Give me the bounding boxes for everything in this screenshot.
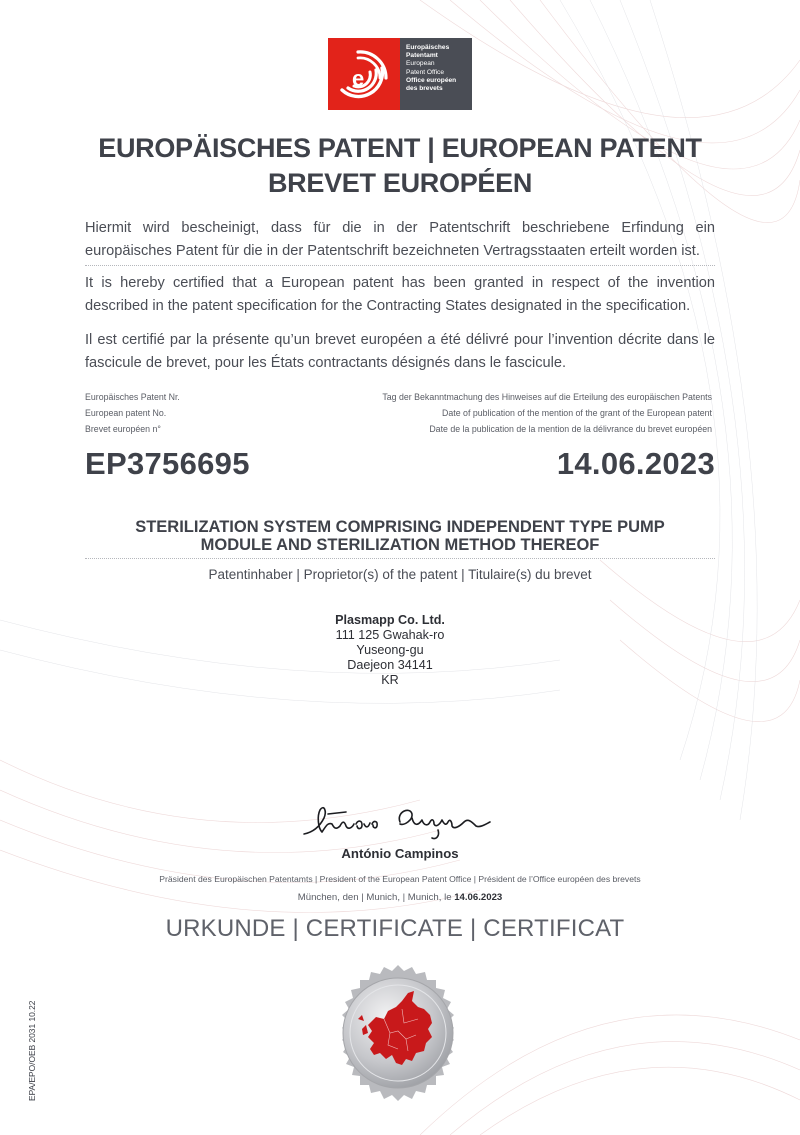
svg-text:e: e bbox=[352, 66, 365, 91]
form-code: EPA/EPO/OEB 2031 10.22 bbox=[27, 1000, 37, 1101]
main-title-line2: BREVET EUROPÉEN bbox=[267, 168, 533, 198]
logo-line: European bbox=[406, 60, 435, 68]
proprietor-country: KR bbox=[381, 673, 399, 687]
patent-number-label-en: European patent No. bbox=[85, 408, 167, 418]
proprietor-address bbox=[0, 613, 780, 688]
main-title-line1: EUROPÄISCHES PATENT | EUROPEAN PATENT bbox=[98, 133, 702, 163]
invention-title-line1: STERILIZATION SYSTEM COMPRISING INDEPENDENT TYPE PUMP bbox=[135, 518, 665, 536]
publication-date: 14.06.2023 bbox=[556, 446, 715, 481]
publication-date-label-en: Date of publication of the mention of the grant of the European patent bbox=[442, 408, 712, 418]
patent-number-labels bbox=[85, 389, 180, 437]
place-and-date bbox=[0, 892, 800, 903]
logo-line: des brevets bbox=[406, 85, 443, 93]
publication-date-labels bbox=[382, 389, 712, 437]
publication-date-label-fr: Date de la publication de la mention de la délivrance du brevet européen bbox=[429, 424, 712, 434]
dotted-divider bbox=[85, 558, 715, 559]
certification-text-en: It is hereby certified that a European patent has been granted in respect of the invention described in the patent specification for the Contracting States designated in the specification. bbox=[85, 275, 715, 314]
proprietor-label: Patentinhaber | Proprietor(s) of the patent | Titulaire(s) du brevet bbox=[208, 567, 592, 582]
place-label: München, den | Munich, | Munich, le bbox=[297, 892, 452, 903]
logo-line: Europäisches bbox=[406, 44, 450, 51]
proprietor-city: Daejeon 34141 bbox=[347, 658, 433, 672]
logo-line: Office européen bbox=[406, 76, 457, 84]
handwritten-signature bbox=[300, 796, 500, 844]
patent-number: EP3756695 bbox=[85, 446, 250, 481]
invention-title bbox=[0, 518, 800, 554]
proprietor-name: Plasmapp Co. Ltd. bbox=[335, 613, 445, 627]
proprietor-district: Yuseong-gu bbox=[356, 643, 424, 657]
document-type-heading: URKUNDE | CERTIFICATE | CERTIFICAT bbox=[165, 915, 625, 942]
publication-date-label-de: Tag der Bekanntmachung des Hinweises auf die Erteilung des europäischen Patents bbox=[382, 392, 712, 402]
signatory-name: António Campinos bbox=[341, 846, 459, 861]
epo-arcs-icon bbox=[328, 38, 400, 110]
invention-title-line2: MODULE AND STERILIZATION METHOD THEREOF bbox=[200, 536, 600, 554]
europe-seal-icon bbox=[328, 963, 468, 1103]
patent-number-label-de: Europäisches Patent Nr. bbox=[85, 392, 180, 402]
epo-logo-text bbox=[400, 38, 472, 110]
certification-text-de: Hiermit wird bescheinigt, dass für die in der Patentschrift beschriebene Erfindung ein europäisches Patent für die in der Patentschrift bezeichneten Vertragsstaaten erteilt worden ist. bbox=[85, 220, 715, 259]
epo-logo bbox=[328, 38, 472, 110]
patent-number-label-fr: Brevet européen n° bbox=[85, 424, 161, 434]
proprietor-street: 111 125 Gwahak-ro bbox=[335, 628, 445, 642]
certification-text-fr: Il est certifié par la présente qu’un brevet européen a été délivré pour l’invention décrite dans le fascicule de brevet, pour les États contractants désignés dans le fascicule. bbox=[85, 332, 715, 371]
logo-line: Patent Office bbox=[406, 68, 444, 76]
epo-logo-mark bbox=[328, 38, 400, 110]
signature-date: 14.06.2023 bbox=[454, 892, 503, 903]
logo-line: Patentamt bbox=[406, 52, 438, 60]
dotted-divider bbox=[85, 265, 715, 266]
signatory-role: Präsident des Europäischen Patentamts | President of the European Patent Office | Président de l’Office européen des brevets bbox=[159, 874, 641, 884]
